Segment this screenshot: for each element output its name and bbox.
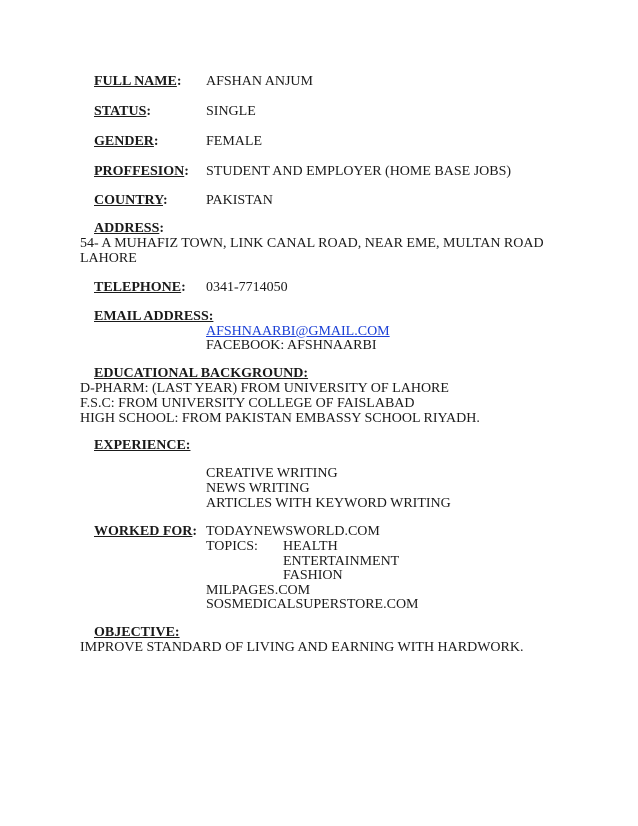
status-label: STATUS: [94,104,152,119]
country-value: PAKISTAN [206,193,273,208]
objective-text: IMPROVE STANDARD OF LIVING AND EARNING WITH HARDWORK. [80,640,524,655]
experience-label: EXPERIENCE: [94,438,191,453]
topics-label: TOPICS: [206,539,258,554]
experience-item: CREATIVE WRITING [206,466,338,481]
gender-label: GENDER: [94,134,159,149]
address-label: ADDRESS: [94,221,165,236]
profession-label: PROFFESION: [94,164,189,179]
worked-for-site-1: TODAYNEWSWORLD.COM [206,524,380,539]
topic-item: FASHION [283,568,343,583]
facebook-value: FACEBOOK: AFSHNAARBI [206,338,377,353]
education-line-3: HIGH SCHOOL: FROM PAKISTAN EMBASSY SCHOOL RIYADH. [80,411,480,426]
telephone-label: TELEPHONE: [94,280,186,295]
education-line-2: F.S.C: FROM UNIVERSITY COLLEGE OF FAISLABAD [80,396,415,411]
worked-for-site-2: MILPAGES.COM [206,583,311,598]
gender-value: FEMALE [206,134,262,149]
status-value: SINGLE [206,104,256,119]
experience-item: NEWS WRITING [206,481,310,496]
education-label: EDUCATIONAL BACKGROUND: [94,366,309,381]
country-label: COUNTRY: [94,193,168,208]
email-link[interactable]: AFSHNAARBI@GMAIL.COM [206,324,390,339]
full-name-value: AFSHAN ANJUM [206,74,313,89]
worked-for-label: WORKED FOR: [94,524,198,539]
full-name-label: FULL NAME: [94,74,182,89]
telephone-value: 0341-7714050 [206,280,288,295]
topic-item: HEALTH [283,539,338,554]
experience-item: ARTICLES WITH KEYWORD WRITING [206,496,451,511]
address-line-2: LAHORE [80,251,137,266]
email-label: EMAIL ADDRESS: [94,309,214,324]
address-line-1: 54- A MUHAFIZ TOWN, LINK CANAL ROAD, NEAR EME, MULTAN ROAD [80,236,544,251]
education-line-1: D-PHARM: (LAST YEAR) FROM UNIVERSITY OF LAHORE [80,381,449,396]
topic-item: ENTERTAINMENT [283,554,400,569]
worked-for-site-3: SOSMEDICALSUPERSTORE.COM [206,597,419,612]
objective-label: OBJECTIVE: [94,625,180,640]
profession-value: STUDENT AND EMPLOYER (HOME BASE JOBS) [206,164,512,179]
